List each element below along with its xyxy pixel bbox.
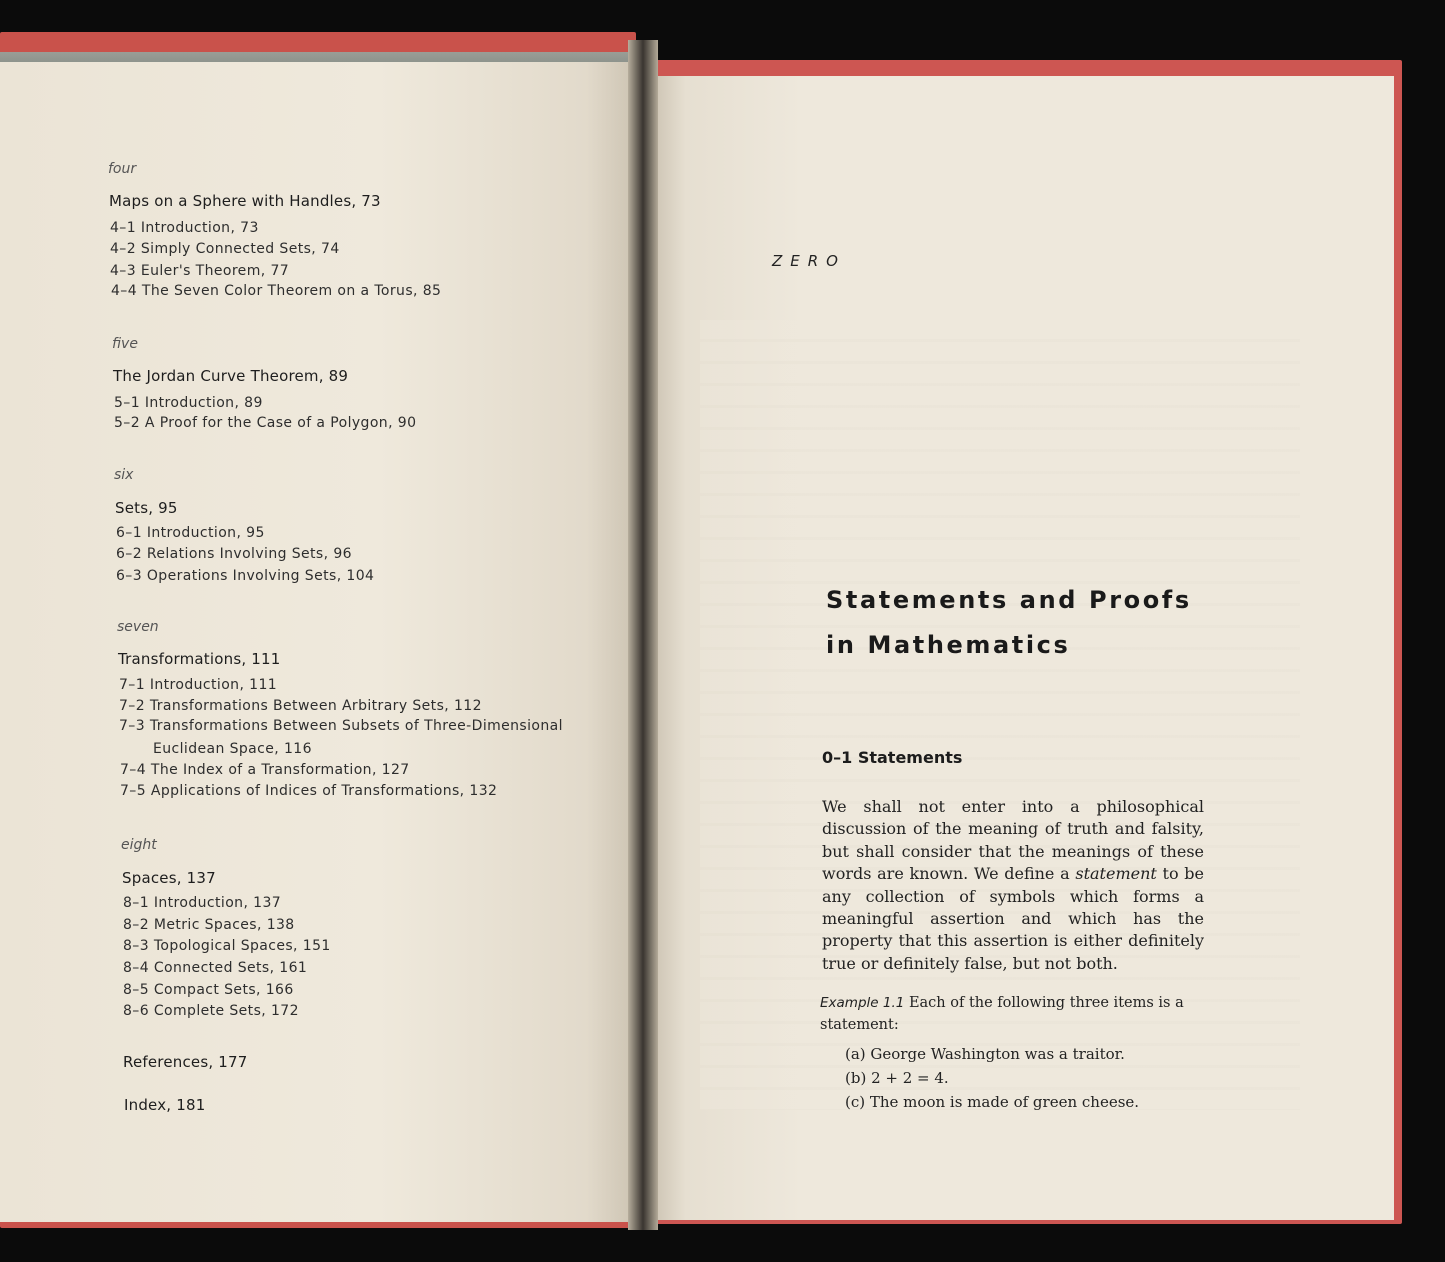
example-items xyxy=(845,1042,1139,1114)
toc-entry: 8–5 Compact Sets, 166 xyxy=(123,982,294,998)
toc-entry: 4–3 Euler's Theorem, 77 xyxy=(110,263,290,279)
toc-entry: 7–2 Transformations Between Arbitrary Sets, 112 xyxy=(119,698,482,714)
chapter-word: six xyxy=(114,467,134,483)
toc-entry: 7–5 Applications of Indices of Transformations, 132 xyxy=(120,783,498,799)
chapter-title-heading xyxy=(826,578,1226,668)
chapter-word: five xyxy=(112,336,138,352)
example-block xyxy=(820,992,1204,1036)
example-item: (a) George Washington was a traitor. xyxy=(845,1045,1125,1063)
toc-index: Index, 181 xyxy=(124,1096,206,1114)
emphasis-term: statement xyxy=(1075,864,1157,884)
toc-references: References, 177 xyxy=(123,1053,248,1071)
chapter-title: The Jordan Curve Theorem, 89 xyxy=(113,367,349,385)
body-paragraph xyxy=(822,796,1204,975)
toc-entry: 7–1 Introduction, 111 xyxy=(119,677,278,693)
example-label: Example 1.1 xyxy=(820,995,905,1011)
example-item: (b) 2 + 2 = 4. xyxy=(845,1069,949,1087)
chapter-word: seven xyxy=(117,619,159,635)
chapter-number-word: ZERO xyxy=(772,252,846,270)
chapter-word: eight xyxy=(121,837,157,853)
paragraph-text: to be any collection of symbols which forms a meaningful assertion and which has the property that this assertion is either definitely true or definitely false, but not both. xyxy=(822,864,1204,973)
chapter-title: Transformations, 111 xyxy=(118,650,281,668)
toc-entry: 7–4 The Index of a Transformation, 127 xyxy=(120,762,410,778)
chapter-title: Sets, 95 xyxy=(115,499,178,517)
toc-entry: 6–2 Relations Involving Sets, 96 xyxy=(116,546,352,562)
example-text: Each of the following three items is a statement: xyxy=(820,995,1184,1033)
toc-entry: 8–1 Introduction, 137 xyxy=(123,895,282,911)
left-page xyxy=(0,62,630,1222)
toc-entry: 7–3 Transformations Between Subsets of Three-Dimensional xyxy=(119,718,563,734)
toc-entry: 8–6 Complete Sets, 172 xyxy=(123,1003,299,1019)
chapter-title: Spaces, 137 xyxy=(122,869,216,887)
toc-entry: 8–3 Topological Spaces, 151 xyxy=(123,938,331,954)
toc-entry: Euclidean Space, 116 xyxy=(153,741,312,757)
toc-entry: 6–3 Operations Involving Sets, 104 xyxy=(116,568,375,584)
section-heading: 0–1 Statements xyxy=(822,748,963,767)
toc-entry: 8–2 Metric Spaces, 138 xyxy=(123,917,295,933)
paragraph-text: We shall not enter into a philosophical discussion of the meaning of truth and falsity, but shall consider that the meanings of these words are known. We define a xyxy=(822,797,1204,884)
toc-entry: 8–4 Connected Sets, 161 xyxy=(123,960,308,976)
toc-entry: 4–4 The Seven Color Theorem on a Torus, 85 xyxy=(111,283,442,299)
toc-entry: 6–1 Introduction, 95 xyxy=(116,525,265,541)
toc-entry: 5–1 Introduction, 89 xyxy=(114,395,263,411)
chapter-word: four xyxy=(108,161,137,177)
chapter-title: Maps on a Sphere with Handles, 73 xyxy=(109,192,381,210)
toc-entry: 5–2 A Proof for the Case of a Polygon, 90 xyxy=(114,415,417,431)
chapter-title-line-2: in Mathematics xyxy=(826,631,1071,659)
book-gutter xyxy=(628,40,658,1230)
toc-entry: 4–1 Introduction, 73 xyxy=(110,220,259,236)
chapter-title-line-1: Statements and Proofs xyxy=(826,586,1192,614)
toc-entry: 4–2 Simply Connected Sets, 74 xyxy=(110,241,340,257)
example-item: (c) The moon is made of green cheese. xyxy=(845,1093,1140,1111)
